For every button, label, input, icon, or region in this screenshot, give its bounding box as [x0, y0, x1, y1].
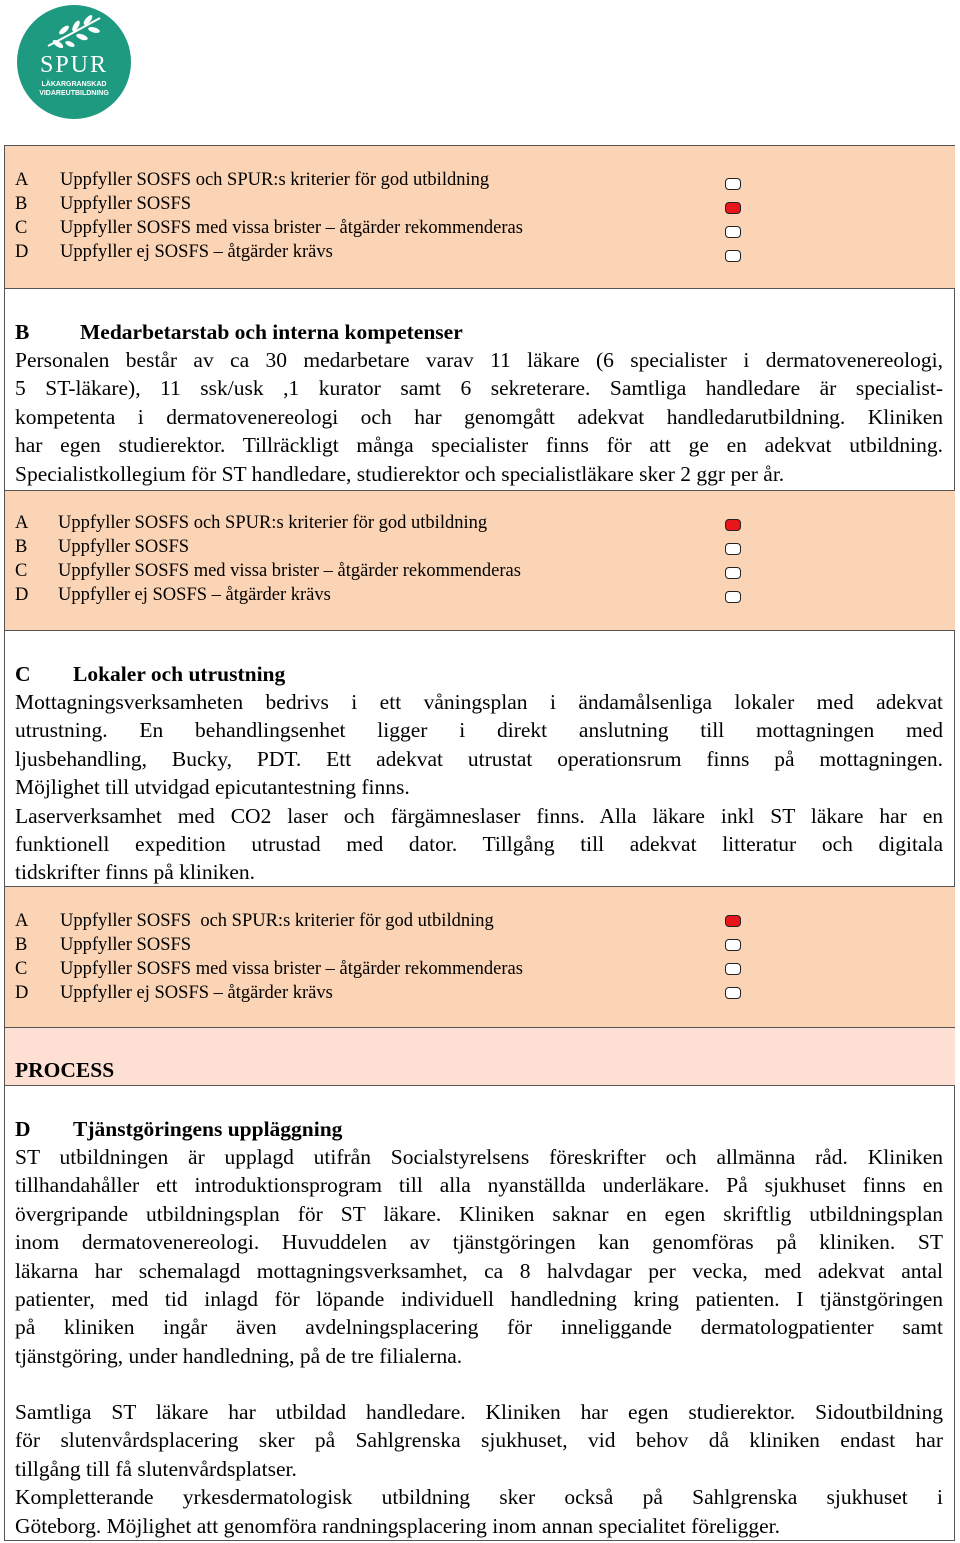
spur-logo [16, 4, 132, 120]
process-panel [5, 1028, 955, 1086]
rating-checkbox[interactable] [725, 963, 741, 975]
rating-text: Uppfyller ej SOSFS – åtgärder krävs [60, 242, 333, 262]
section-letter: B [15, 320, 30, 344]
paragraph-line: tillhandahåller ett introduktionsprogram till alla nyanställda underläkare. På sjukhuset finns en [15, 1173, 943, 1198]
rating-checkbox[interactable] [725, 250, 741, 262]
paragraph-line: för slutenvårdsplacering sker på Sahlgrenska sjukhuset, vid behov då kliniken endast har [15, 1428, 943, 1453]
section-title: Tjänstgöringens uppläggning [73, 1117, 343, 1141]
paragraph-line: patienter, med tid inlagd för löpande individuell handledning kring patienten. I tjänstgöringen [15, 1286, 943, 1311]
rating-text: Uppfyller ej SOSFS – åtgärder krävs [58, 585, 331, 605]
paragraph-line: läkarna har schemalagd mottagningsverksamhet, ca 8 halvdagar per vecka, med adekvat antal [15, 1258, 943, 1283]
rating-letter: A [15, 513, 29, 533]
rating-panel [5, 886, 955, 1028]
rating-letter: D [15, 585, 29, 605]
section-letter: C [15, 662, 31, 686]
paragraph-line: på kliniken ingår även avdelningsplacering för inneliggande dermatologpatienter samt [15, 1315, 943, 1340]
rating-checkbox[interactable] [725, 987, 741, 999]
rating-letter: B [15, 537, 28, 557]
paragraph-line: övergripande utbildningsplan för ST läkare. Kliniken saknar en egen skriftlig utbildningsplan [15, 1201, 943, 1226]
rating-panel [5, 490, 955, 631]
rating-checkbox[interactable] [725, 567, 741, 579]
rating-letter: C [15, 218, 28, 238]
paragraph-line: Specialistkollegium för ST handledare, studierektor och specialistläkare sker 2 ggr per år. [15, 461, 785, 486]
section-title: Medarbetarstab och interna kompetenser [80, 320, 463, 344]
paragraph-line: 5 ST-läkare), 11 ssk/usk ,1 kurator samt 6 sekreterare. Samtliga handledare är specialist- [15, 376, 943, 401]
section-title: Lokaler och utrustning [73, 662, 286, 686]
rating-text: Uppfyller SOSFS och SPUR:s kriterier för god utbildning [58, 513, 488, 533]
rating-letter: C [15, 561, 28, 581]
section-body [15, 1143, 943, 1370]
paragraph-line: har egen studierektor. Tillräckligt många specialister finns för att ge en adekvat utbildning. [15, 433, 943, 458]
rating-text: Uppfyller SOSFS och SPUR:s kriterier för god utbildning [60, 170, 490, 190]
rating-checkbox[interactable] [725, 591, 741, 603]
rating-letter: A [15, 170, 29, 190]
rating-letter: D [15, 242, 29, 262]
paragraph-line: utrustning. En behandlingsenhet ligger i direkt anslutning till mottagningen med [15, 718, 943, 743]
rating-panel [5, 146, 955, 289]
rating-checkbox-checked[interactable] [725, 519, 741, 531]
paragraph-line: kompetenta i dermatovenereologi och har genomgått adekvat handledarutbildning. Kliniken [15, 404, 943, 429]
rating-checkbox[interactable] [725, 178, 741, 190]
paragraph-line: ST utbildningen är upplagd utifrån Socialstyrelsens föreskrifter och allmänna råd. Kliniken [15, 1145, 943, 1169]
rating-text: Uppfyller SOSFS [60, 935, 192, 955]
rating-letter: C [15, 959, 28, 979]
paragraph-line: Mottagningsverksamheten bedrivs i ett våningsplan i ändamålsenliga lokaler med adekvat [15, 690, 943, 714]
paragraph-line: funktionell expedition utrustad med dator. Tillgång till adekvat litteratur och digitala [15, 831, 943, 856]
svg-text:LÄKARGRANSKAD: LÄKARGRANSKAD [41, 81, 107, 88]
rating-letter: B [15, 935, 28, 955]
section-body-continued [15, 1398, 943, 1540]
svg-text:VIDAREUTBILDNING: VIDAREUTBILDNING [39, 90, 109, 97]
section-letter: D [15, 1117, 31, 1141]
rating-checkbox[interactable] [725, 226, 741, 238]
paragraph-line: Göteborg. Möjlighet att genomföra randningsplacering inom annan specialitet föreligger. [15, 1513, 781, 1538]
paragraph-line: Personalen består av ca 30 medarbetare varav 11 läkare (6 specialister i dermatovenereologi, [15, 348, 943, 372]
rating-text: Uppfyller SOSFS med vissa brister – åtgärder rekommenderas [60, 218, 523, 238]
paragraph-line: ljusbehandling, Bucky, PDT. Ett adekvat utrustat operationsrum finns på mottagningen. [15, 746, 943, 771]
rating-letter: B [15, 194, 28, 214]
paragraph-line: tjänstgöring, under handledning, på de tre filialerna. [15, 1343, 463, 1368]
paragraph-line: Kompletterande yrkesdermatologisk utbildning sker också på Sahlgrenska sjukhuset i [15, 1485, 943, 1510]
paragraph-line: Samtliga ST läkare har utbildad handledare. Kliniken har egen studierektor. Sidoutbildning [15, 1400, 943, 1424]
rating-text: Uppfyller SOSFS med vissa brister – åtgärder rekommenderas [60, 959, 523, 979]
rating-text: Uppfyller SOSFS och SPUR:s kriterier för god utbildning [60, 911, 494, 931]
section-body [15, 688, 943, 887]
process-title: PROCESS [15, 1058, 115, 1082]
rating-text: Uppfyller ej SOSFS – åtgärder krävs [60, 983, 333, 1003]
paragraph-line: inom dermatovenereologi. Huvuddelen av tjänstgöringen kan genomföras på kliniken. ST [15, 1230, 943, 1255]
rating-checkbox[interactable] [725, 543, 741, 555]
paragraph-line: tidskrifter finns på kliniken. [15, 860, 256, 885]
paragraph-line: Möjlighet till utvidgad epicutantestning finns. [15, 775, 410, 800]
rating-text: Uppfyller SOSFS [58, 537, 190, 557]
rating-checkbox-checked[interactable] [725, 202, 741, 214]
rating-checkbox[interactable] [725, 939, 741, 951]
rating-letter: D [15, 983, 29, 1003]
paragraph-line: tillgång till få slutenvårdsplatser. [15, 1456, 297, 1481]
rating-checkbox-checked[interactable] [725, 915, 741, 927]
paragraph-line: Laserverksamhet med CO2 laser och färgämneslaser finns. Alla läkare inkl ST läkare har en [15, 803, 943, 828]
rating-text: Uppfyller SOSFS [60, 194, 192, 214]
rating-letter: A [15, 911, 29, 931]
rating-text: Uppfyller SOSFS med vissa brister – åtgärder rekommenderas [58, 561, 521, 581]
svg-text:SPUR: SPUR [39, 52, 109, 78]
section-body [15, 346, 943, 488]
